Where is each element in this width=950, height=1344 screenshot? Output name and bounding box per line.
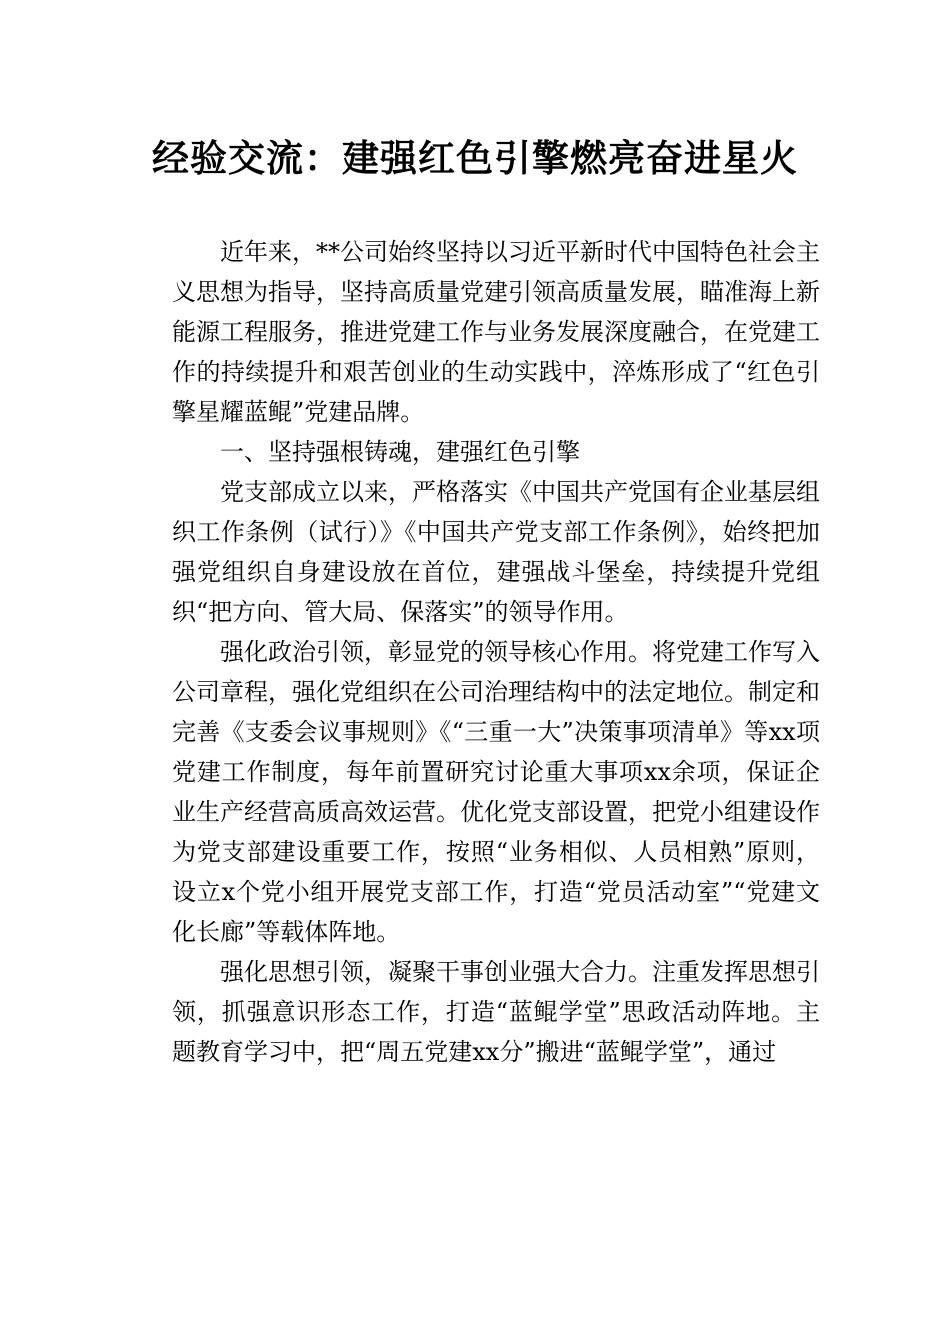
paragraph-political-leadership: 强化政治引领，彰显党的领导核心作用。将党建工作写入公司章程，强化党组织在公司治理结构中的法定地位。制定和完善《支委会议事规则》《“三重一大”决策事项清单》等xx项党建工作制度，每年前置研究讨论重大事项xx余项，保证企业生产经营高质高效运营。优化党支部设置，把党小组建设作为党支部建设重要工作，按照“业务相似、人员相熟”原则，设立x个党小组开展党支部工作，打造“党员活动室”“党建文化长廊”等载体阵地。 [172, 638, 820, 946]
paragraph-intro: 近年来，**公司始终坚持以习近平新时代中国特色社会主义思想为指导，坚持高质量党建引领高质量发展，瞄准海上新能源工程服务，推进党建工作与业务发展深度融合，在党建工作的持续提升和艰苦创业的生动实践中，淬炼形成了“红色引擎星耀蓝鲲”党建品牌。 [172, 238, 820, 426]
paragraph-ideological-leadership: 强化思想引领，凝聚干事创业强大合力。注重发挥思想引领，抓强意识形态工作，打造“蓝鲲学堂”思政活动阵地。主题教育学习中，把“周五党建xx分”搬进“蓝鲲学堂”，通过 [172, 958, 820, 1066]
section-heading-1: 一、坚持强根铸魂，建强红色引擎 [220, 438, 580, 466]
paragraph-section-1-overview: 党支部成立以来，严格落实《中国共产党国有企业基层组织工作条例（试行）》《中国共产党支部工作条例》，始终把加强党组织自身建设放在首位，建强战斗堡垒，持续提升党组织“把方向、管大局、保落实”的领导作用。 [172, 478, 820, 626]
document-body [172, 232, 820, 1072]
document-title: 经验交流：建强红色引擎燃亮奋进星火 [152, 136, 798, 180]
